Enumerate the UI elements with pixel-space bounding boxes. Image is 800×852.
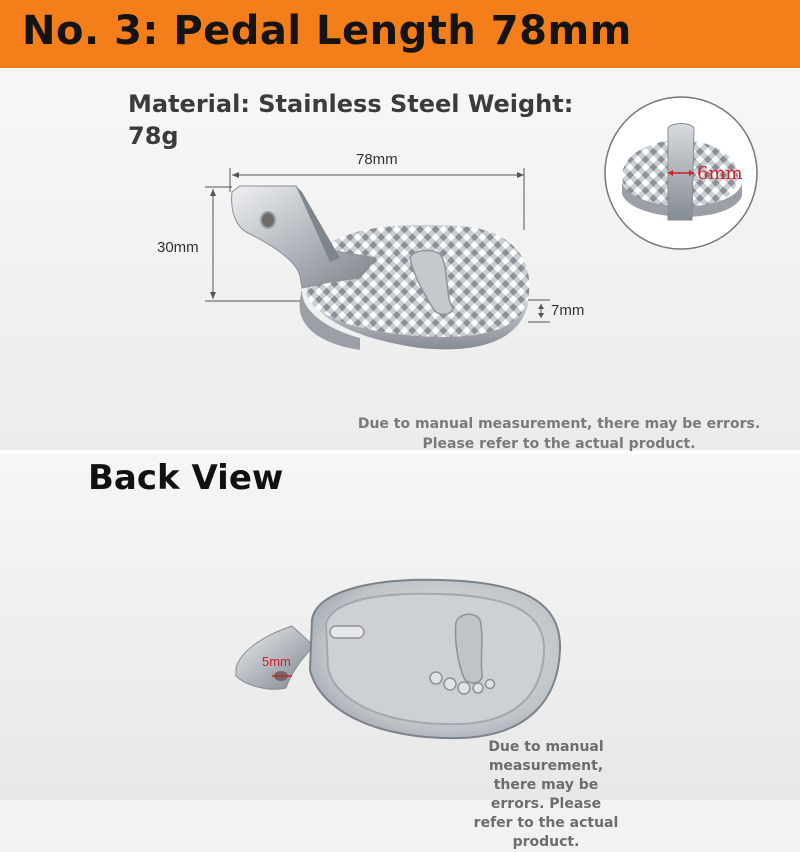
hole-dimension-label: 5mm	[262, 654, 291, 669]
banner-title: No. 3: Pedal Length 78mm	[22, 8, 632, 54]
back-view-title: Back View	[88, 458, 284, 498]
thickness-dimension-label: 7mm	[551, 302, 585, 319]
measurement-disclaimer: Due to manual measurement, there may be errors. Please refer to the actual product.	[357, 416, 761, 452]
height-dimension-label: 30mm	[157, 239, 199, 256]
material-spec: Material: Stainless Steel Weight: 78g	[128, 90, 574, 150]
pedal-front-image	[232, 186, 530, 350]
measurement-disclaimer-back: Due to manual measurement, there may be errors. Please refer to the actual product.	[473, 739, 619, 850]
bar-width-dimension-label: 6mm	[697, 163, 743, 184]
length-dimension-label: 78mm	[356, 151, 398, 168]
